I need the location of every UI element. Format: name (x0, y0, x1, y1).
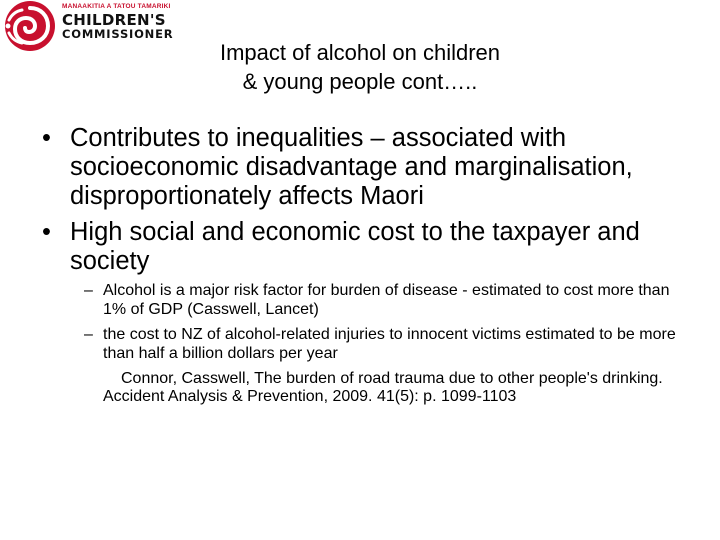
logo-maori-tagline: MANAAKITIA A TATOU TAMARIKI (62, 3, 171, 10)
koru-emblem-icon (0, 0, 60, 52)
sub-bullet-symbol: – (84, 282, 93, 300)
slide-title-line-1: Impact of alcohol on children (219, 40, 501, 65)
logo-word-commissioner: COMMISSIONER (62, 27, 174, 41)
bullet-item (42, 124, 692, 210)
sub-bullet-item (78, 282, 692, 320)
bullet-symbol: • (42, 218, 51, 247)
slide-title (140, 38, 580, 96)
reference-citation: Connor, Casswell, The burden of road trauma due to other people's drinking. Accident Analysis & Prevention, 2009. 41(5): p. 1099-1103 (103, 369, 663, 406)
sub-bullet-text: the cost to NZ of alcohol-related injuries to innocent victims estimated to be more than half a billion dollars per year (103, 325, 676, 362)
logo-word-childrens: CHILDREN'S (62, 11, 166, 29)
bullet-item (42, 218, 692, 276)
bullet-text: High social and economic cost to the taxpayer and society (70, 218, 640, 276)
sub-bullet-symbol: – (84, 325, 93, 343)
sub-bullet-item (78, 326, 692, 364)
slide-body (42, 124, 692, 407)
bullet-symbol: • (42, 124, 51, 152)
bullet-text: Contributes to inequalities – associated with socioeconomic disadvantage and marginalisation, disproportionately affects Maori (70, 124, 633, 210)
sub-bullet-text: Alcohol is a major risk factor for burden of disease - estimated to cost more than 1% of GDP (Casswell, Lancet) (103, 282, 670, 318)
slide-title-line-2: & young people cont….. (242, 69, 478, 95)
sub-bullet-list (78, 282, 692, 407)
